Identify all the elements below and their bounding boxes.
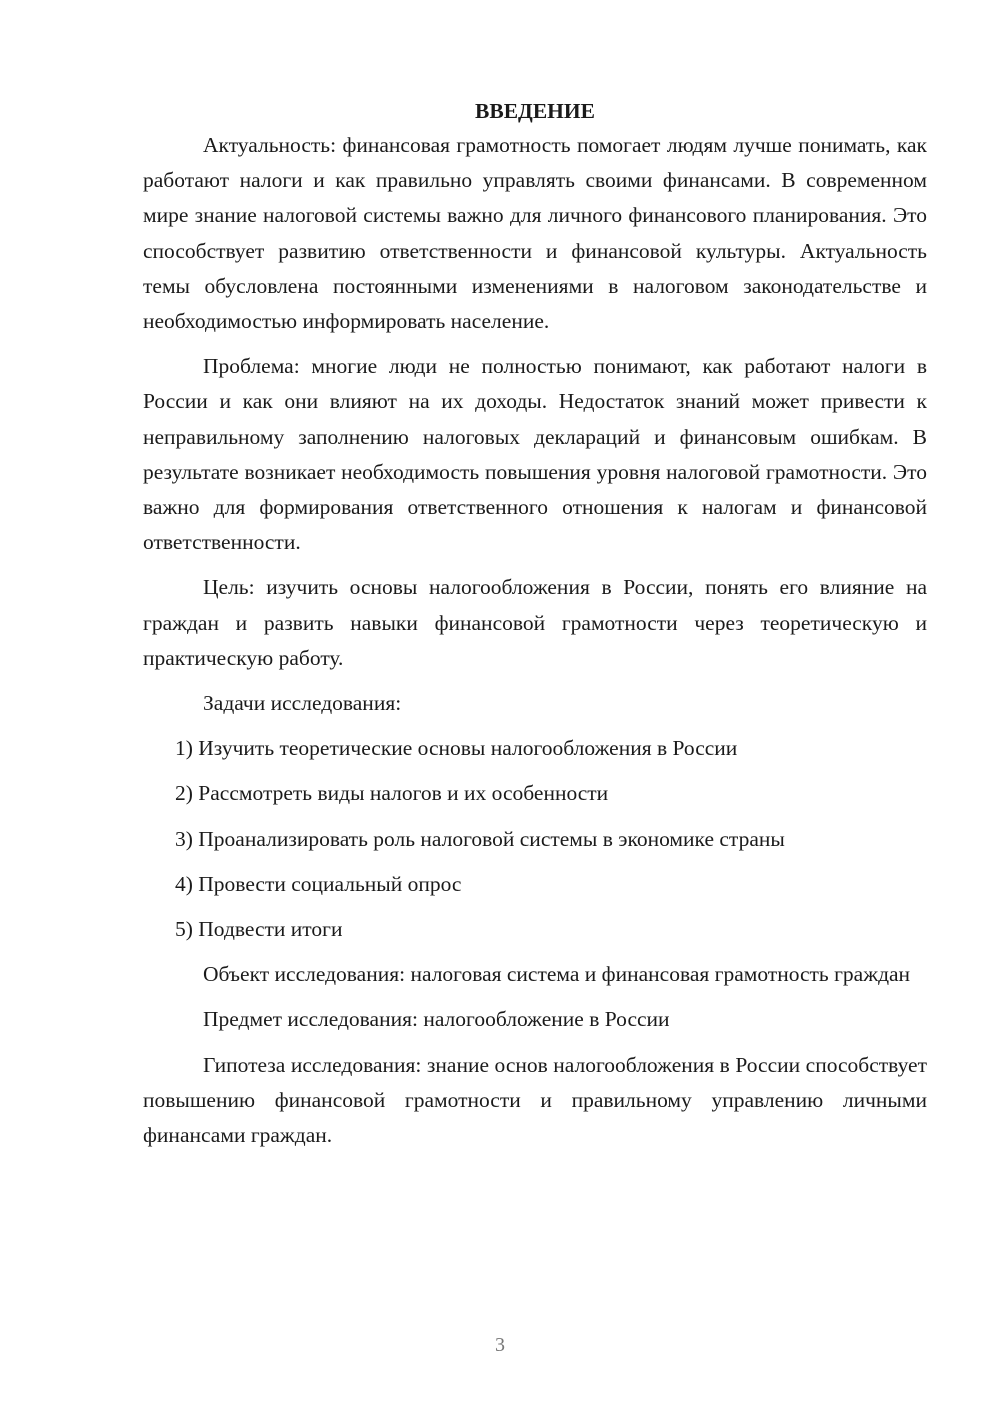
problem-paragraph: Проблема: многие люди не полностью понимают, как работают налоги в России и как они влияют на их доходы. Недостаток знаний может привести к неправильному заполнению налоговых деклараций и финансовым ошибкам. В результате возникает необходимость повышения уровня налоговой грамотности. Это важно для формирования ответственного отношения к налогам и финансовой ответственности.: [143, 354, 927, 555]
page-title: ВВЕДЕНИЕ: [475, 99, 595, 123]
tasks-list: [143, 731, 927, 947]
list-item: 5) Подвести итоги: [175, 917, 343, 942]
subject-paragraph: Предмет исследования: налогообложение в России: [203, 1007, 670, 1032]
object-paragraph: Объект исследования: налоговая система и финансовая грамотность граждан: [203, 962, 911, 987]
page-body: [143, 94, 927, 1153]
goal-paragraph: Цель: изучить основы налогообложения в России, понять его влияние на граждан и развить навыки финансовой грамотности через теоретическую и практическую работу.: [143, 575, 927, 670]
list-item: 4) Провести социальный опрос: [175, 871, 462, 896]
list-item: 2) Рассмотреть виды налогов и их особенности: [175, 781, 609, 806]
relevance-paragraph: Актуальность: финансовая грамотность помогает людям лучше понимать, как работают налоги и как правильно управлять своими финансами. В современном мире знание налоговой системы важно для личного финансового планирования. Это способствует развитию ответственности и финансовой культуры. Актуальность темы обусловлена постоянными изменениями в налоговом законодательстве и необходимостью информировать население.: [143, 133, 927, 334]
hypothesis-paragraph: Гипотеза исследования: знание основ налогообложения в России способствует повышению финансовой грамотности и правильному управлению личными финансами граждан.: [143, 1052, 927, 1148]
list-item: 1) Изучить теоретические основы налогообложения в России: [175, 736, 738, 761]
list-item: 3) Проанализировать роль налоговой системы в экономике страны: [175, 826, 785, 851]
page-number: 3: [495, 1334, 505, 1356]
tasks-title: Задачи исследования:: [203, 691, 402, 716]
